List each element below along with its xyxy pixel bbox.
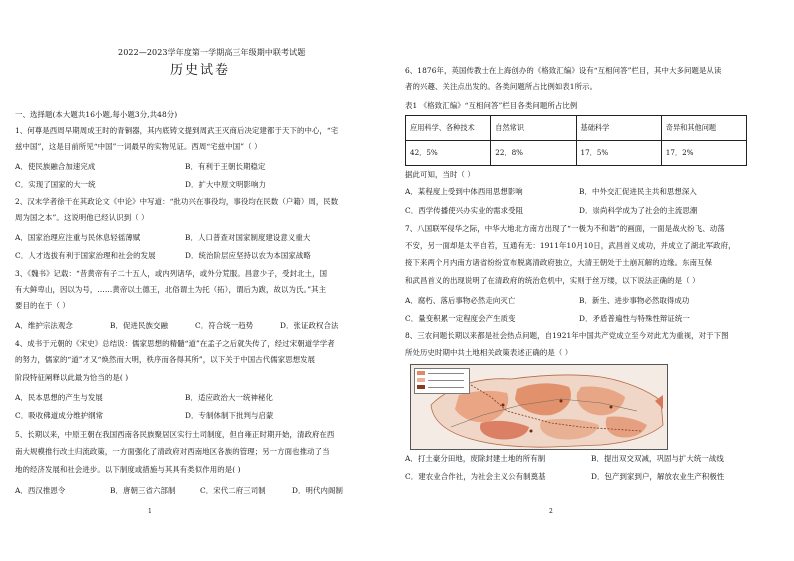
- q6-text-1: 6、1876年，英国传教士在上海创办的《格致汇编》设有“互相问答”栏目，其中大多问题是从读: [405, 66, 722, 75]
- q8-option-d: D．包产到家到户，解放农业生产积极性: [591, 472, 725, 481]
- q7-option-c: C．量变积累一定程度会产生质变: [405, 314, 516, 323]
- q6-option-a: A．某程度上受到中体西用思想影响: [405, 187, 523, 196]
- q5-option-d: D．明代内阁制: [292, 486, 343, 495]
- table-caption: 表1 《格致汇编》“互相问答”栏目各类问题所占比例: [405, 101, 578, 110]
- q8-text-2: 所处历史时期中共土地相关政策表述正确的是（ ）: [405, 348, 573, 357]
- table-header-cell: 应用科学、各种技术: [406, 116, 491, 141]
- q6-option-c: C．西学传播使兴办实业的需求受阻: [405, 206, 524, 215]
- right-page: [397, 0, 794, 561]
- q1-text-1: 1、何尊是西周早期周成王时的青铜器，其内底铸文提到周武王灭商后决定建都于天下的中心，“宅: [15, 126, 339, 135]
- q8-option-a: A．打土豪分田地，废除封建土地的所有制: [405, 454, 546, 463]
- q1-option-b: B．有利于王朝长期稳定: [185, 162, 266, 171]
- table-value-cell: 17．5%: [576, 141, 661, 166]
- q4-option-c: C．吸收佛道成分维护纲常: [15, 411, 104, 420]
- q1-option-a: A．使民族融合加速完成: [15, 162, 96, 171]
- q5-option-a: A．西汉推恩令: [15, 486, 66, 495]
- q7-option-b: B．新生、进步事物必然取得成功: [579, 296, 690, 305]
- q7-text-3: 接下来两个月内南方诸省纷纷宣布脱离清政府独立，大清王朝处于土崩瓦解的边缘。东南互保: [405, 258, 713, 267]
- table-header-cell: 奇异和其他问题: [661, 116, 746, 141]
- historical-map: [410, 364, 668, 450]
- q8-text-1: 8、三农问题长期以来都是社会热点问题，自1921年中国共产党成立至今对此尤为重视，对于下图: [405, 331, 729, 340]
- q4-option-a: A．民本思想的产生与发展: [15, 393, 103, 402]
- q3-option-b: B．促进民族交融: [110, 321, 168, 330]
- table-header-cell: 基础科学: [576, 116, 661, 141]
- q3-text-2: 有大鲜卑山，因以为号，……黄帝以土德王，北俗谓土为托（拓），谓后为跋，故以为氏。”其主: [15, 285, 327, 294]
- table-value-cell: 22．8%: [491, 141, 576, 166]
- q7-text-2: 不安，另一面却是太平自若，互通有无：1911年10月10日，武昌首义成功，并成立了湖北军政府，: [405, 241, 736, 250]
- q2-text-2: 周为国之本”。这说明他已经认识到（ ）: [15, 213, 149, 222]
- table-value-row: [406, 141, 747, 166]
- q2-text-1: 2、汉末学者徐干在其政论文《中论》中写道：“批功兴在事役均，事役均在民数（户籍）周，民数: [15, 197, 339, 206]
- q2-option-c: C．人才选拔有利于国家治理和社会的发展: [15, 251, 156, 260]
- table-value-cell: 17．2%: [661, 141, 746, 166]
- q7-text-1: 7、八国联军侵华之际，中华大地北方南方出现了“一极为不和谐”的画面，一面是战火纷飞、动荡: [405, 224, 725, 233]
- q1-text-2: 兹中国”，这是目前所见“中国”一词最早的实物见证。西周“宅兹中国”（ ）: [15, 142, 262, 151]
- q1-option-c: C．实现了国家的大一统: [15, 180, 96, 189]
- q5-option-b: B．唐朝三省六部制: [110, 486, 176, 495]
- q7-text-4: 和武昌首义的出现说明了在清政府的统治危机中，实则于丝万缕，以下说法正确的是（ ）: [405, 276, 700, 285]
- exam-header: 2022—2023学年度第一学期高三年级期中联考试题: [118, 48, 306, 57]
- q3-option-d: D．张证政权合法: [280, 321, 339, 330]
- q5-text-3: 地的经济发展和社会进步。以下制度或措施与其具有类似作用的是( ): [15, 465, 241, 474]
- q8-option-c: C．建农业合作社，为社会主义公有制奠基: [405, 472, 546, 481]
- q6-option-b: B．中外交汇促进民主共和思想深入: [579, 187, 697, 196]
- q3-text-1: 3、《魏书》记载：“昔黄帝有子二十五人，或内列诸华，或外分荒服。昌意少子，受封北土，国: [15, 269, 328, 278]
- q3-text-3: 要目的在于（ ）: [15, 301, 70, 310]
- q4-text-1: 4、成书于元朝的《宋史》总结说：儒家思想的精髓“道”在孟子之后就失传了，经过宋朝道学学者: [15, 339, 335, 348]
- table-header-cell: 自然常识: [491, 116, 576, 141]
- q5-option-c: C．宋代二府三司制: [200, 486, 266, 495]
- page-number: 2: [549, 508, 553, 515]
- q4-option-b: B．适应政治大一统神秘化: [185, 393, 273, 402]
- q4-text-3: 阶段特征阐释以此最为恰当的是( ): [15, 373, 129, 382]
- q4-option-d: D．专制体制下批判与启蒙: [185, 411, 274, 420]
- q6-text-2: 者的兴趣、关注点出发的。各类问题所占比例如表1所示。: [405, 82, 598, 91]
- table-value-cell: 42．5%: [406, 141, 491, 166]
- page-number: 1: [148, 508, 152, 515]
- q8-option-b: B．提出双交双减，巩固与扩大统一战线: [591, 454, 724, 463]
- q3-option-c: C．符合统一趋势: [195, 321, 254, 330]
- q7-option-a: A．腐朽、落后事物必然走向灭亡: [405, 296, 516, 305]
- q6-text-3: 据此可知，当时（ ）: [405, 170, 475, 179]
- q2-option-b: B．人口普查对国家制度建设意义重大: [185, 233, 311, 242]
- question-stats-table: [405, 115, 747, 166]
- q2-option-a: A．国家治理应注重与民休息轻徭薄赋: [15, 233, 141, 242]
- q7-option-d: D．矛盾普遍性与特殊性辩证统一: [579, 314, 690, 323]
- q6-option-d: D．崇尚科学成为了社会的主流思潮: [579, 206, 698, 215]
- q4-text-2: 的努力，儒家的“道”才又“焕然而大明，秩序而各得其所”，以下关于中国古代儒家思想发展: [15, 355, 316, 364]
- q1-option-d: D．扩大中原文明影响力: [185, 180, 266, 189]
- q5-text-1: 5、长期以来，中原王朝在我国西南各民族聚居区实行土司制度，但自雍正时期开始，清政府在西: [15, 430, 335, 439]
- paper-title: 历史试卷: [170, 63, 231, 78]
- table-header-row: [406, 116, 747, 141]
- section-heading: 一、选择题(本大题共16小题,每小题3分,共48分): [15, 110, 178, 119]
- q2-option-d: D．统治阶层应坚持以农为本国家战略: [185, 251, 311, 260]
- q3-option-a: A．维护宗法观念: [15, 321, 73, 330]
- legend-row: [417, 378, 467, 383]
- legend-row: [417, 385, 467, 390]
- legend-row: [417, 371, 467, 376]
- q5-text-2: 南大规模推行改土归流政策，一方面强化了清政府对西南地区各族的管理；另一方面也推动了当: [15, 447, 330, 456]
- map-legend: [414, 368, 470, 394]
